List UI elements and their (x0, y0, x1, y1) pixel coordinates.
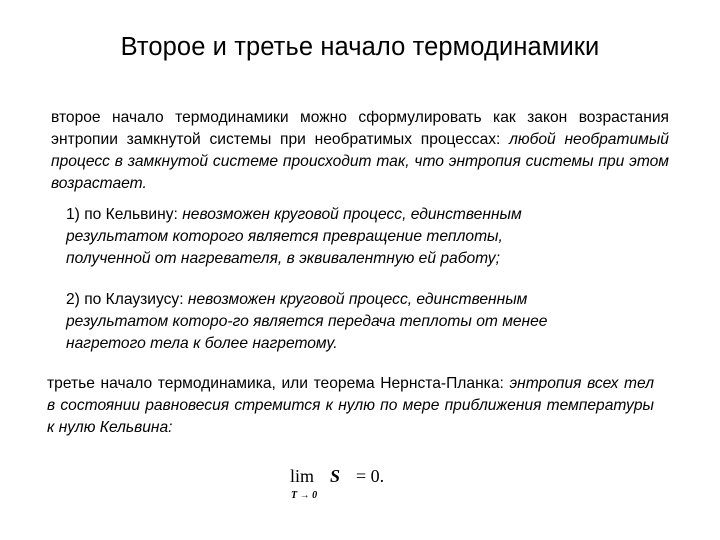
clausius-line-2: результатом которо-го является передача теплоты от менее (66, 313, 548, 330)
second-law-intro: второе начало термодинамики можно сформулировать как закон возрастания энтропии замкнутой системы при необратимых процессах: (51, 109, 669, 148)
third-law-intro: третье начало термодинамика, или теорема Нернста-Планка: (47, 375, 504, 392)
clausius-formulation (66, 289, 678, 355)
kelvin-line-3: полученной от нагревателя, в эквивалентную ей работу; (66, 250, 500, 267)
formula-subscript: T → 0 (291, 490, 318, 501)
kelvin-formulation (66, 204, 666, 270)
kelvin-line-1 (66, 204, 666, 226)
clausius-text-1: невозможен круговой процесс, единственным (187, 291, 528, 308)
kelvin-lead: 1) по Кельвину: (66, 206, 178, 223)
kelvin-text-1: невозможен круговой процесс, единственным (182, 206, 522, 223)
second-law-paragraph (51, 107, 669, 195)
clausius-line-3: нагретого тела к более нагретому. (66, 335, 338, 352)
third-law-paragraph (47, 373, 654, 439)
kelvin-line-2: результатом которого является превращение теплоты, (66, 228, 503, 245)
third-law-statement: энтропия всех тел в состоянии равновесия стремится к нулю по мере приближения температуры к нулю Кельвина: (47, 375, 654, 436)
clausius-line-1 (66, 289, 678, 311)
slide-title: Второе и третье начало термодинамики (120, 33, 600, 61)
formula-equals-zero: = 0. (356, 466, 385, 486)
clausius-lead: 2) по Клаузиусу: (66, 291, 184, 308)
formula-entropy-symbol: S (330, 466, 341, 486)
second-law-statement: любой необратимый процесс в замкнутой системе происходит так, что энтропия системы при этом возрастает. (51, 131, 669, 192)
formula-lim: lim (290, 466, 315, 486)
